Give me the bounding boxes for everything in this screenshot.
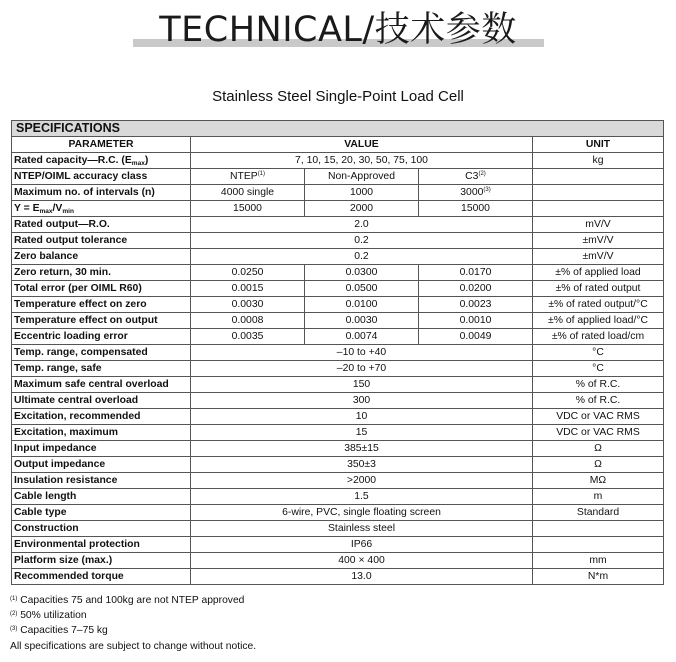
param-cell: [12, 201, 191, 217]
param-cell: [12, 457, 191, 473]
header-parameter: PARAMETER: [12, 137, 191, 153]
value-cell: 400 × 400: [191, 553, 533, 569]
value-cell: [419, 169, 533, 185]
table-row: [12, 537, 664, 553]
table-row: [12, 345, 664, 361]
unit-cell: [533, 537, 664, 553]
value-cell: 10: [191, 409, 533, 425]
unit-cell: VDC or VAC RMS: [533, 425, 664, 441]
param-subscript: max: [131, 160, 145, 167]
footnote: [10, 623, 256, 638]
param-text: Rated output tolerance: [14, 235, 128, 246]
param-cell: [12, 249, 191, 265]
param-cell: [12, 297, 191, 313]
param-text: Ultimate central overload: [14, 395, 139, 406]
table-row: [12, 185, 664, 201]
param-text: Environmental protection: [14, 539, 140, 550]
value-text: 3000: [460, 187, 484, 198]
value-cell: [305, 297, 419, 313]
table-row: [12, 233, 664, 249]
value-cell: [191, 169, 305, 185]
param-text: Maximum safe central overload: [14, 379, 169, 390]
specifications-table-body: [12, 121, 664, 585]
param-cell: [12, 217, 191, 233]
param-cell: [12, 345, 191, 361]
table-row: [12, 409, 664, 425]
table-row: [12, 201, 664, 217]
value-cell: [305, 313, 419, 329]
unit-cell: ±% of rated load/cm: [533, 329, 664, 345]
footnotes: [10, 593, 256, 654]
unit-cell: % of R.C.: [533, 377, 664, 393]
value-cell: 1.5: [191, 489, 533, 505]
value-text: 15000: [461, 203, 490, 214]
table-row: [12, 361, 664, 377]
param-text: /V: [52, 203, 63, 214]
value-text: 0.0023: [459, 299, 492, 310]
footnote: [10, 639, 256, 654]
unit-cell: ±mV/V: [533, 233, 664, 249]
param-subscript: max: [39, 208, 53, 215]
value-cell: [305, 281, 419, 297]
value-cell: 13.0: [191, 569, 533, 585]
value-text: 0.0030: [345, 315, 378, 326]
footnote-mark: (3): [10, 626, 18, 633]
value-text: 0.0010: [459, 315, 492, 326]
value-cell: 350±3: [191, 457, 533, 473]
unit-cell: ±% of rated output: [533, 281, 664, 297]
param-cell: [12, 329, 191, 345]
unit-cell: [533, 185, 664, 201]
param-cell: [12, 265, 191, 281]
value-cell: 7, 10, 15, 20, 30, 50, 75, 100: [191, 153, 533, 169]
value-cell: [191, 281, 305, 297]
footnote: [10, 593, 256, 608]
param-cell: [12, 313, 191, 329]
unit-cell: [533, 521, 664, 537]
unit-cell: ±mV/V: [533, 249, 664, 265]
value-cell: [305, 185, 419, 201]
unit-cell: MΩ: [533, 473, 664, 489]
specifications-table: [11, 120, 664, 585]
value-cell: 0.2: [191, 233, 533, 249]
value-cell: [419, 313, 533, 329]
param-text: Construction: [14, 523, 79, 534]
value-text: 15000: [233, 203, 262, 214]
unit-cell: m: [533, 489, 664, 505]
value-cell: [191, 201, 305, 217]
value-text: C3: [465, 171, 479, 182]
value-text: 0.0015: [231, 283, 264, 294]
param-cell: [12, 361, 191, 377]
table-row: [12, 265, 664, 281]
param-text: NTEP/OIML accuracy class: [14, 171, 148, 182]
table-row: [12, 297, 664, 313]
value-cell: [191, 313, 305, 329]
table-row: [12, 329, 664, 345]
param-text: Cable type: [14, 507, 67, 518]
footnote-text: Capacities 7–75 kg: [17, 625, 108, 637]
unit-cell: N*m: [533, 569, 664, 585]
value-text: 0.0035: [231, 331, 264, 342]
value-cell: [305, 201, 419, 217]
unit-cell: [533, 201, 664, 217]
table-row: [12, 441, 664, 457]
value-cell: [419, 201, 533, 217]
value-text: 0.0049: [459, 331, 492, 342]
param-text: Temperature effect on output: [14, 315, 158, 326]
unit-cell: VDC or VAC RMS: [533, 409, 664, 425]
unit-cell: mV/V: [533, 217, 664, 233]
unit-cell: Ω: [533, 457, 664, 473]
param-text: Rated capacity—R.C. (E: [14, 155, 132, 166]
table-row: [12, 489, 664, 505]
value-cell: [305, 169, 419, 185]
table-row: [12, 425, 664, 441]
unit-cell: mm: [533, 553, 664, 569]
param-cell: [12, 441, 191, 457]
param-text: Excitation, recommended: [14, 411, 141, 422]
value-text: 4000 single: [220, 187, 275, 198]
table-row: [12, 457, 664, 473]
header-value: VALUE: [191, 137, 533, 153]
footnote-mark: (1): [257, 171, 266, 177]
unit-cell: ±% of applied load/°C: [533, 313, 664, 329]
specifications-section-row: [12, 121, 664, 137]
param-text: Input impedance: [14, 443, 97, 454]
param-text: Temperature effect on zero: [14, 299, 147, 310]
table-row: [12, 153, 664, 169]
value-cell: –10 to +40: [191, 345, 533, 361]
param-cell: [12, 409, 191, 425]
value-cell: [419, 281, 533, 297]
value-text: NTEP: [229, 171, 258, 182]
value-text: 0.0300: [345, 267, 378, 278]
unit-cell: ±% of rated output/°C: [533, 297, 664, 313]
value-cell: IP66: [191, 537, 533, 553]
value-cell: [419, 297, 533, 313]
footnote-text: 50% utilization: [17, 610, 87, 622]
table-row: [12, 377, 664, 393]
table-row: [12, 217, 664, 233]
param-cell: [12, 489, 191, 505]
table-row: [12, 249, 664, 265]
value-text: Non-Approved: [327, 171, 395, 182]
param-cell: [12, 377, 191, 393]
value-cell: [305, 265, 419, 281]
table-row: [12, 569, 664, 585]
unit-cell: Ω: [533, 441, 664, 457]
param-cell: [12, 185, 191, 201]
value-text: 1000: [349, 187, 374, 198]
value-cell: 0.2: [191, 249, 533, 265]
unit-cell: [533, 169, 664, 185]
param-cell: [12, 425, 191, 441]
value-text: 0.0074: [345, 331, 378, 342]
table-row: [12, 505, 664, 521]
value-cell: 15: [191, 425, 533, 441]
unit-cell: Standard: [533, 505, 664, 521]
value-text: 0.0008: [231, 315, 264, 326]
value-text: 0.0170: [459, 267, 492, 278]
param-text: Zero return, 30 min.: [14, 267, 112, 278]
unit-cell: °C: [533, 361, 664, 377]
param-cell: [12, 169, 191, 185]
footnote-mark: (3): [483, 187, 491, 193]
value-cell: [191, 185, 305, 201]
table-row: [12, 473, 664, 489]
footnote-mark: (2): [10, 611, 18, 618]
param-subscript: min: [62, 208, 74, 215]
page-title: TECHNICAL/技术参数: [159, 10, 517, 50]
header-unit: UNIT: [533, 137, 664, 153]
param-text: ): [144, 155, 149, 166]
param-text: Total error (per OIML R60): [14, 283, 142, 294]
value-cell: Stainless steel: [191, 521, 533, 537]
param-text: Rated output—R.O.: [14, 219, 110, 230]
param-text: Zero balance: [14, 251, 79, 262]
param-text: Platform size (max.): [14, 555, 113, 566]
param-text: Temp. range, compensated: [14, 347, 148, 358]
footnote-text: Capacities 75 and 100kg are not NTEP approved: [17, 595, 245, 606]
value-cell: 150: [191, 377, 533, 393]
value-cell: –20 to +70: [191, 361, 533, 377]
value-cell: 2.0: [191, 217, 533, 233]
value-text: 0.0500: [345, 283, 378, 294]
product-subtitle: Stainless Steel Single-Point Load Cell: [212, 88, 464, 105]
table-row: [12, 281, 664, 297]
param-cell: [12, 393, 191, 409]
value-cell: [191, 297, 305, 313]
value-cell: [305, 329, 419, 345]
footnote-mark: (2): [478, 171, 486, 177]
value-text: 0.0030: [231, 299, 264, 310]
param-cell: [12, 553, 191, 569]
param-cell: [12, 233, 191, 249]
column-header-row: [12, 137, 664, 153]
param-text: Maximum no. of intervals (n): [14, 187, 155, 198]
param-text: Recommended torque: [14, 571, 124, 582]
table-row: [12, 169, 664, 185]
value-cell: [419, 265, 533, 281]
footnote-text: All specifications are subject to change without notice.: [10, 640, 257, 652]
value-text: 0.0100: [345, 299, 378, 310]
table-row: [12, 553, 664, 569]
value-text: 0.0250: [231, 267, 264, 278]
param-cell: [12, 153, 191, 169]
value-text: 0.0200: [459, 283, 492, 294]
value-text: 2000: [349, 203, 374, 214]
value-cell: [191, 265, 305, 281]
section-title: SPECIFICATIONS: [12, 121, 664, 137]
value-cell: [419, 329, 533, 345]
footnote: [10, 608, 256, 623]
value-cell: [419, 185, 533, 201]
unit-cell: % of R.C.: [533, 393, 664, 409]
param-text: Y = E: [14, 203, 40, 214]
value-cell: >2000: [191, 473, 533, 489]
param-text: Cable length: [14, 491, 77, 502]
value-cell: 385±15: [191, 441, 533, 457]
footnote-mark: (1): [10, 596, 18, 602]
param-text: Insulation resistance: [14, 475, 118, 486]
table-row: [12, 313, 664, 329]
unit-cell: ±% of applied load: [533, 265, 664, 281]
param-text: Eccentric loading error: [14, 331, 128, 342]
param-cell: [12, 505, 191, 521]
table-row: [12, 521, 664, 537]
value-cell: 6-wire, PVC, single floating screen: [191, 505, 533, 521]
param-cell: [12, 473, 191, 489]
param-text: Output impedance: [14, 459, 106, 470]
table-row: [12, 393, 664, 409]
param-cell: [12, 537, 191, 553]
param-cell: [12, 521, 191, 537]
value-cell: 300: [191, 393, 533, 409]
param-cell: [12, 569, 191, 585]
unit-cell: kg: [533, 153, 664, 169]
param-text: Excitation, maximum: [14, 427, 118, 438]
param-text: Temp. range, safe: [14, 363, 102, 374]
value-cell: [191, 329, 305, 345]
param-cell: [12, 281, 191, 297]
unit-cell: °C: [533, 345, 664, 361]
